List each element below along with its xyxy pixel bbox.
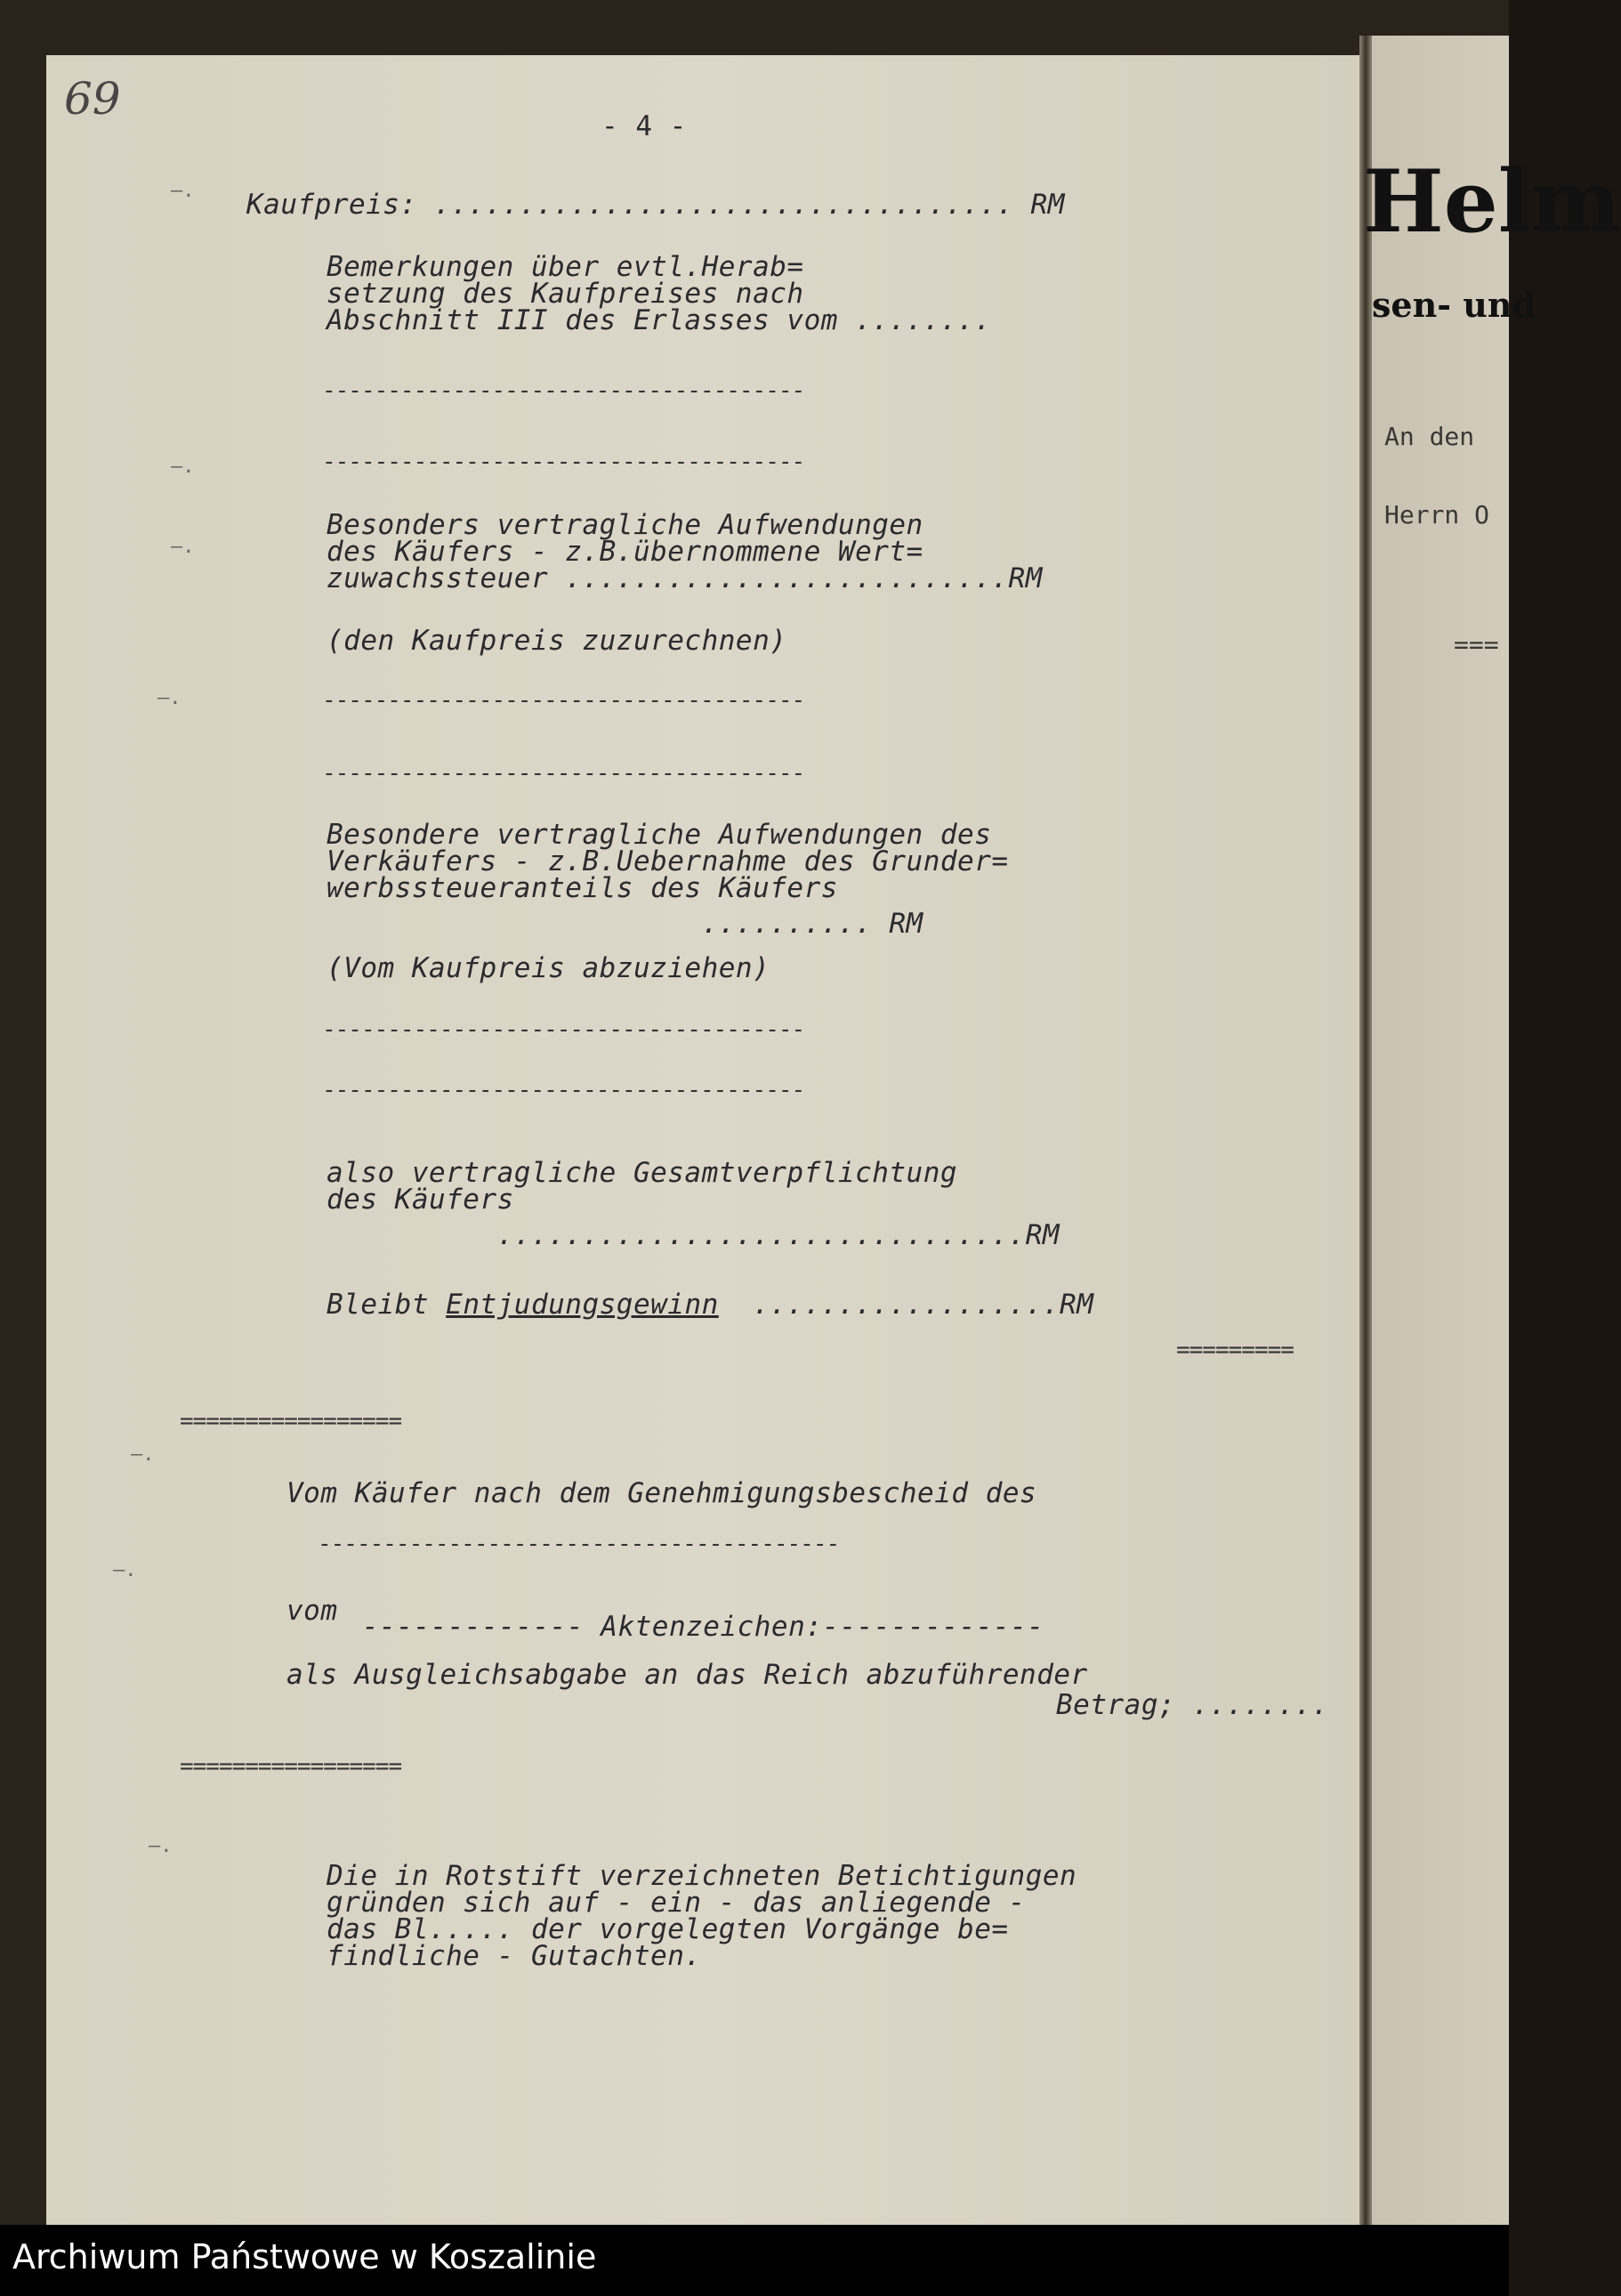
- rotstift-line-1: Die in Rotstift verzeichneten Betichtigungen: [327, 1860, 1077, 1892]
- gesamt-line-1: also vertragliche Gesamtverpflichtung: [327, 1157, 958, 1189]
- adjacent-page: [1363, 36, 1621, 2225]
- entjudungsgewinn-label: Entjudungsgewinn: [446, 1289, 719, 1321]
- bemerkungen-line-1: Bemerkungen über evtl.Herab=: [327, 251, 804, 283]
- ausgleich-line-1: Vom Käufer nach dem Genehmigungsbescheid des: [286, 1477, 1037, 1509]
- verkaeufer-line-4: .......... RM: [327, 908, 923, 940]
- letterhead-title: Helm: [1363, 151, 1621, 252]
- fill-in-line: -------------------------------------: [322, 449, 805, 475]
- folio-number: 69: [64, 73, 121, 125]
- gesamt-line-3: ...............................RM: [327, 1219, 1061, 1251]
- address-line-1: An den: [1384, 422, 1475, 451]
- double-rule: =================: [180, 1753, 402, 1780]
- rotstift-line-2: gründen sich auf - ein - das anliegende -: [327, 1887, 1026, 1919]
- fill-in-line: -------------------------------------: [322, 1016, 805, 1043]
- ausgleich-line-4: Betrag; ........: [1056, 1689, 1329, 1721]
- verkaeufer-line-2: Verkäufers - z.B.Uebernahme des Grunder=: [327, 845, 1009, 877]
- entjudungsgewinn-line: [327, 1290, 1093, 1319]
- archive-name: Archiwum Państwowe w Koszalinie: [12, 2237, 597, 2276]
- bemerkungen-line-2: setzung des Kaufpreises nach: [327, 278, 804, 310]
- ausgleich-line-3: als Ausgleichsabgabe an das Reich abzuführender: [286, 1659, 1088, 1691]
- zurechnen-note: (den Kaufpreis zuzurechnen): [327, 625, 787, 657]
- kaeufer-line-3: zuwachssteuer ..........................RM: [327, 562, 1043, 594]
- verkaeufer-line-3: werbssteueranteils des Käufers: [327, 872, 838, 904]
- margin-mark: –.: [149, 1835, 173, 1857]
- fill-in-line: -------------------------------------: [322, 687, 805, 714]
- fill-in-line: -------------------------------------: [322, 760, 805, 787]
- rotstift-line-3: das Bl..... der vorgelegten Vorgänge be=: [327, 1913, 1009, 1945]
- kaufpreis-line: Kaufpreis: .................................. RM: [246, 189, 1065, 221]
- margin-mark: –.: [131, 1443, 155, 1466]
- archive-footer: [0, 2225, 1509, 2296]
- double-rule: ===: [1454, 630, 1499, 659]
- vom-label: vom: [286, 1595, 338, 1627]
- double-rule: =================: [180, 1408, 402, 1435]
- margin-mark: –.: [113, 1559, 137, 1581]
- letterhead-subtitle: sen- und: [1372, 285, 1536, 325]
- page-number: - 4 -: [601, 110, 687, 142]
- fill-in-line: ----------------------------------------: [318, 1531, 840, 1557]
- document-page: [46, 55, 1370, 2225]
- margin-mark: –.: [171, 180, 195, 202]
- margin-mark: –.: [171, 456, 195, 478]
- rotstift-line-4: findliche - Gutachten.: [327, 1940, 702, 1972]
- kaeufer-line-2: des Käufers - z.B.übernommene Wert=: [327, 536, 923, 568]
- gesamt-line-2: des Käufers: [327, 1184, 514, 1216]
- fill-in-line: -------------------------------------: [322, 377, 805, 404]
- bleibt-label: Bleibt: [327, 1289, 447, 1321]
- abzuziehen-note: (Vom Kaufpreis abzuziehen): [327, 952, 770, 984]
- margin-mark: –.: [157, 687, 181, 709]
- margin-mark: –.: [171, 536, 195, 558]
- kaeufer-line-1: Besonders vertragliche Aufwendungen: [327, 509, 923, 541]
- bemerkungen-line-3: Abschnitt III des Erlasses vom ........: [327, 304, 992, 336]
- verkaeufer-line-1: Besondere vertragliche Aufwendungen des: [327, 819, 992, 851]
- page-fold: [1359, 36, 1372, 2225]
- entjudungsgewinn-dots: ..................RM: [718, 1289, 1094, 1321]
- address-line-2: Herrn O: [1384, 500, 1490, 530]
- double-rule: =========: [1176, 1337, 1294, 1363]
- aktenzeichen-line: ------------- Aktenzeichen:-------------: [362, 1611, 1044, 1643]
- fill-in-line: -------------------------------------: [322, 1077, 805, 1104]
